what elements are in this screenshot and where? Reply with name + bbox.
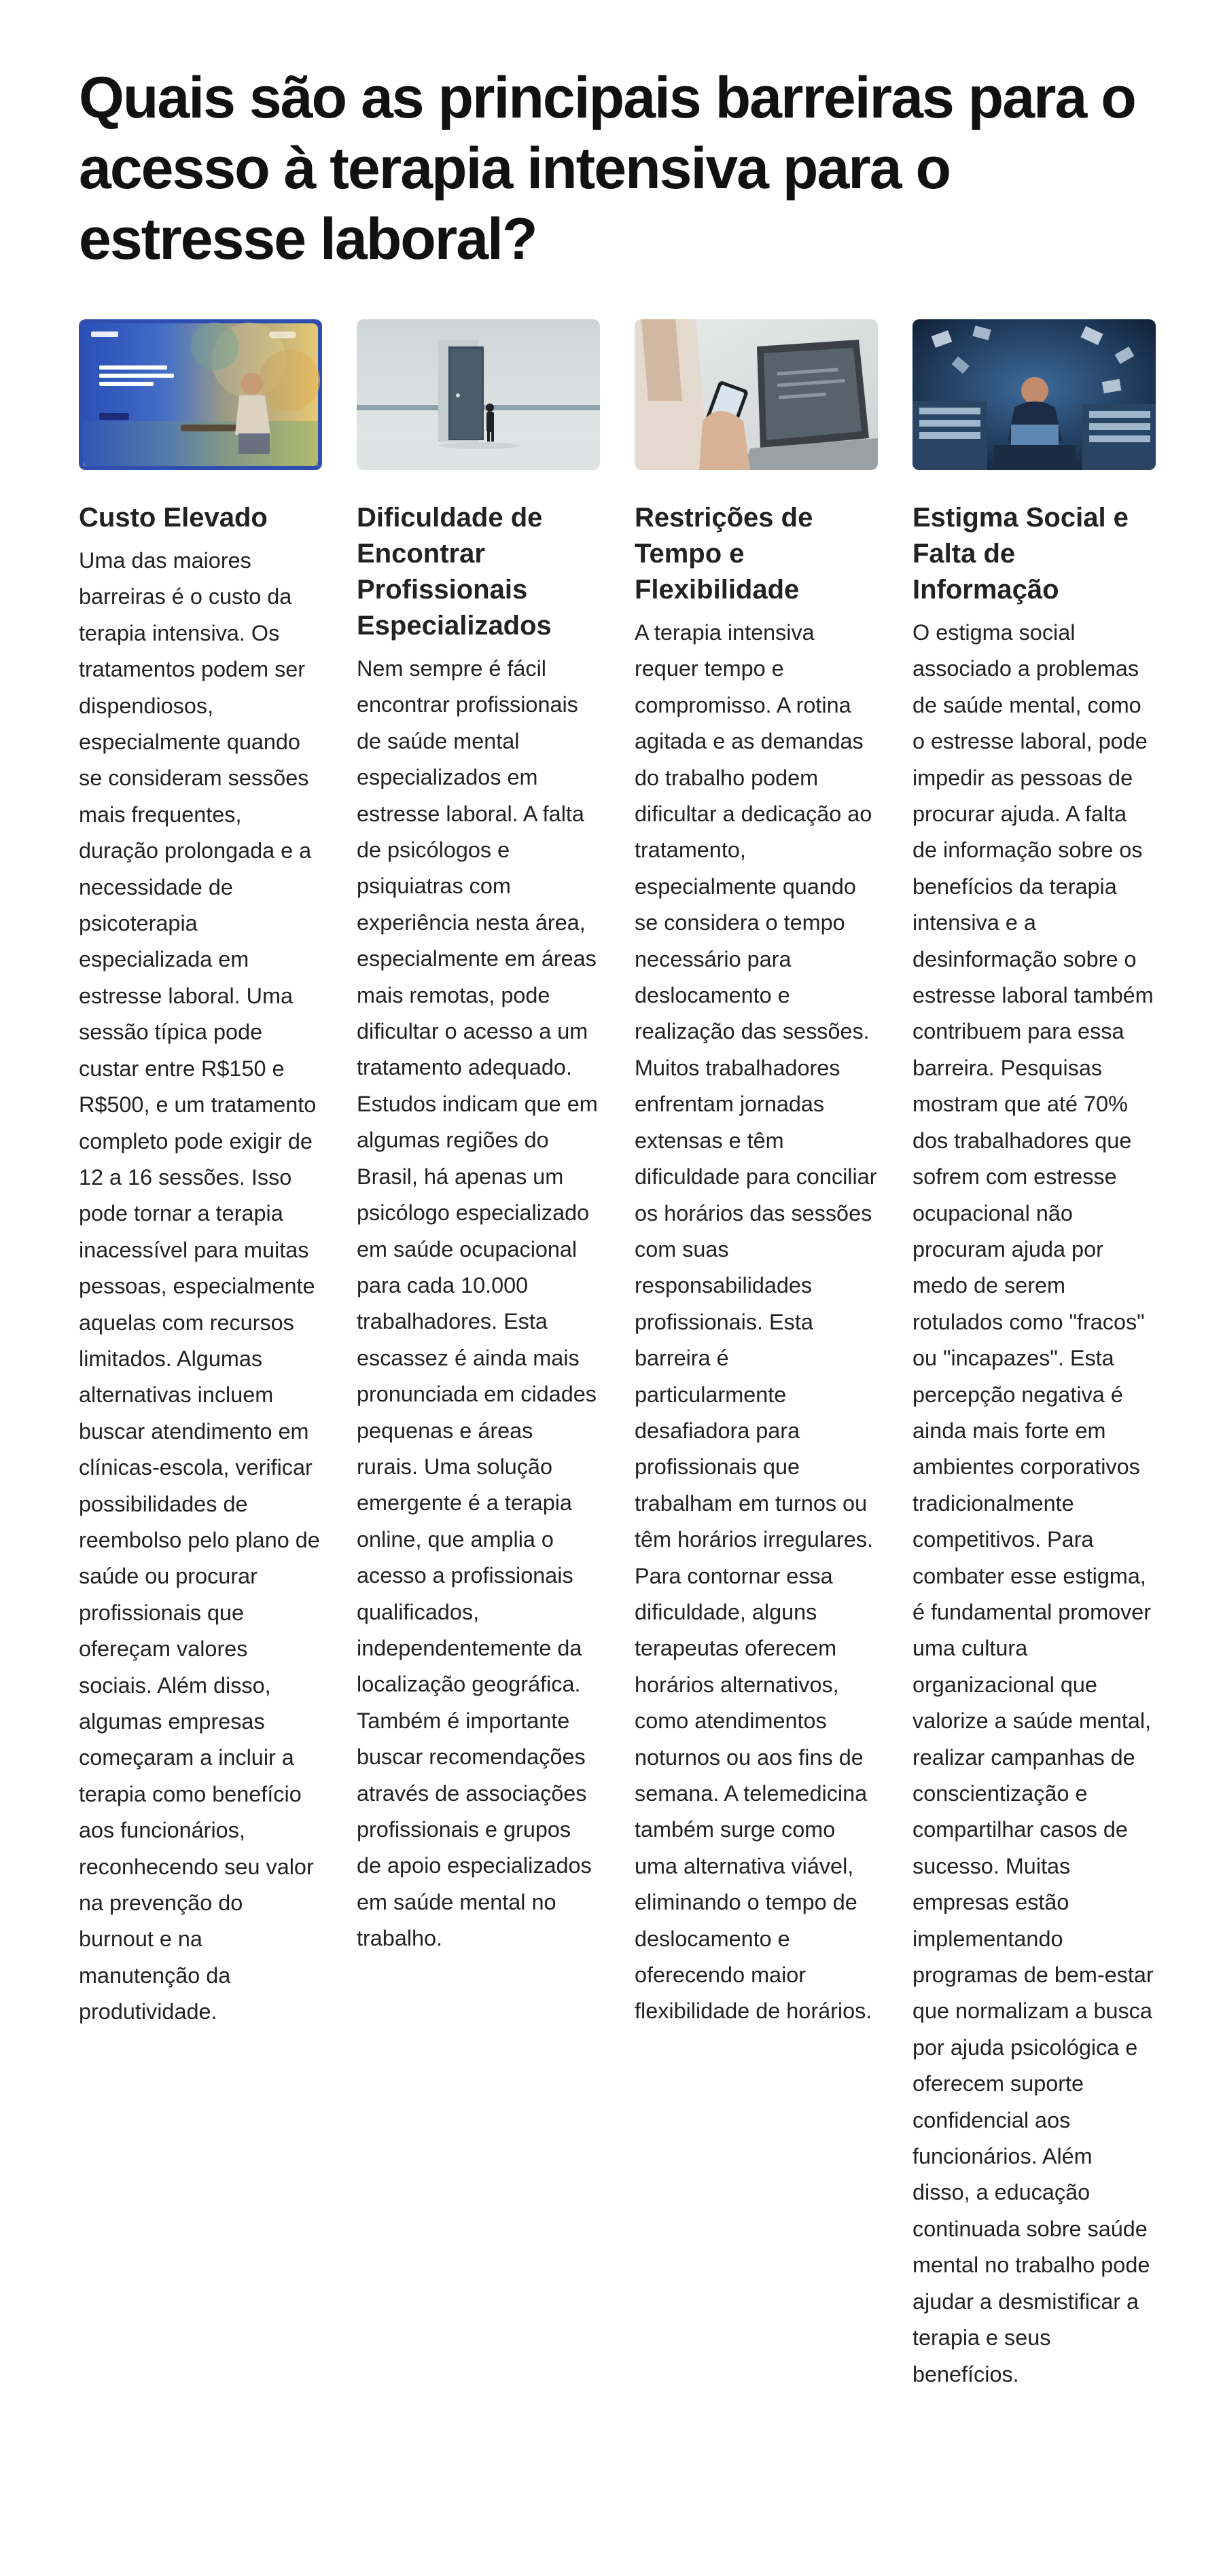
card-text: A terapia intensiva requer tempo e compromisso. A rotina agitada e as demandas do trabalho podem dificultar a dedicação ao tratamento, especialmente quando se considera o tempo necessário para deslocamento e realização das sessões. Muitos trabalhadores enfrentam jornadas extensas e têm dificuldade para conciliar os horários das sessões com suas responsabilidades profissionais. Esta barreira é particularmente desafiadora para profissionais que trabalham em turnos ou têm horários irregulares. Para contornar essa dificuldade, alguns terapeutas oferecem horários alternativos, como atendimentos noturnos ou aos fins de semana. A telemedicina também surge como uma alternativa viável, eliminando o tempo de deslocamento e oferecendo maior flexibilidade de horários. [635, 620, 877, 2024]
card-title: Estigma Social e Falta de Informação [912, 503, 1129, 605]
barrier-card-time [635, 319, 878, 2393]
card-text: Nem sempre é fácil encontrar profissionais de saúde mental especializados em estresse laboral. A falta de psicólogos e psiquiatras com experiência nesta área, especialmente em áreas mais remotas, pode dificultar o acesso a um tratamento adequado. Estudos indicam que em algumas regiões do Brasil, há apenas um psicólogo especializado em saúde ocupacional para cada 10.000 trabalhadores. Esta escassez é ainda mais pronunciada em cidades pequenas e áreas rurais. Uma solução emergente é a terapia online, que amplia o acesso a profissionais qualificados, independentemente da localização geográfica. Também é importante buscar recomendações através de associações profissionais e grupos de apoio especializados em saúde mental no trabalho. [357, 656, 598, 1951]
card-title: Dificuldade de Encontrar Profissionais Especializados [357, 503, 552, 641]
phone-and-laptop-image [635, 319, 878, 470]
barrier-card-cost [79, 319, 322, 2393]
card-text: O estigma social associado a problemas de saúde mental, como o estresse laboral, pode impedir as pessoas de procurar ajuda. A falta de informação sobre os benefícios da terapia intensiva e a desinformação sobre o estresse laboral também contribuem para essa barreira. Pesquisas mostram que até 70% dos trabalhadores que sofrem com estresse ocupacional não procuram ajuda por medo de serem rotulados como "fracos" ou "incapazes". Esta percepção negativa é ainda mais forte em ambientes corporativos tradicionalmente competitivos. Para combater esse estigma, é fundamental promover uma cultura organizacional que valorize a saúde mental, realizar campanhas de conscientização e compartilhar casos de sucesso. Muitas empresas estão implementando programas de bem-estar que normalizam a busca por ajuda psicológica e oferecem suporte confidencial aos funcionários. Além disso, a educação continuada sobre saúde mental no trabalho pode ajudar a desmistificar a terapia e seus benefícios. [912, 620, 1154, 2386]
overwhelmed-person-paperwork-image [912, 319, 1156, 470]
page-title: Quais são as principais barreiras para o acesso à terapia intensiva para o estresse laboral? [79, 65, 1135, 272]
barrier-card-professionals [357, 319, 600, 2393]
person-in-park-on-website-image [79, 319, 322, 470]
person-at-closed-door-image [357, 319, 600, 470]
card-title: Custo Elevado [79, 503, 268, 533]
card-text: Uma das maiores barreiras é o custo da terapia intensiva. Os tratamentos podem ser dispendiosos, especialmente quando se consideram sessões mais frequentes, duração prolongada e a necessidade de psicoterapia especializada em estresse laboral. Uma sessão típica pode custar entre R$150 e R$500, e um tratamento completo pode exigir de 12 a 16 sessões. Isso pode tornar a terapia inacessível para muitas pessoas, especialmente aquelas com recursos limitados. Algumas alternativas incluem buscar atendimento em clínicas-escola, verificar possibilidades de reembolso pelo plano de saúde ou procurar profissionais que ofereçam valores sociais. Além disso, algumas empresas começaram a incluir a terapia como benefício aos funcionários, reconhecendo seu valor na prevenção do burnout e na manutenção da produtividade. [79, 548, 320, 2024]
barrier-card-stigma [912, 319, 1156, 2393]
card-title: Restrições de Tempo e Flexibilidade [635, 503, 813, 605]
barriers-grid [79, 319, 1154, 2393]
